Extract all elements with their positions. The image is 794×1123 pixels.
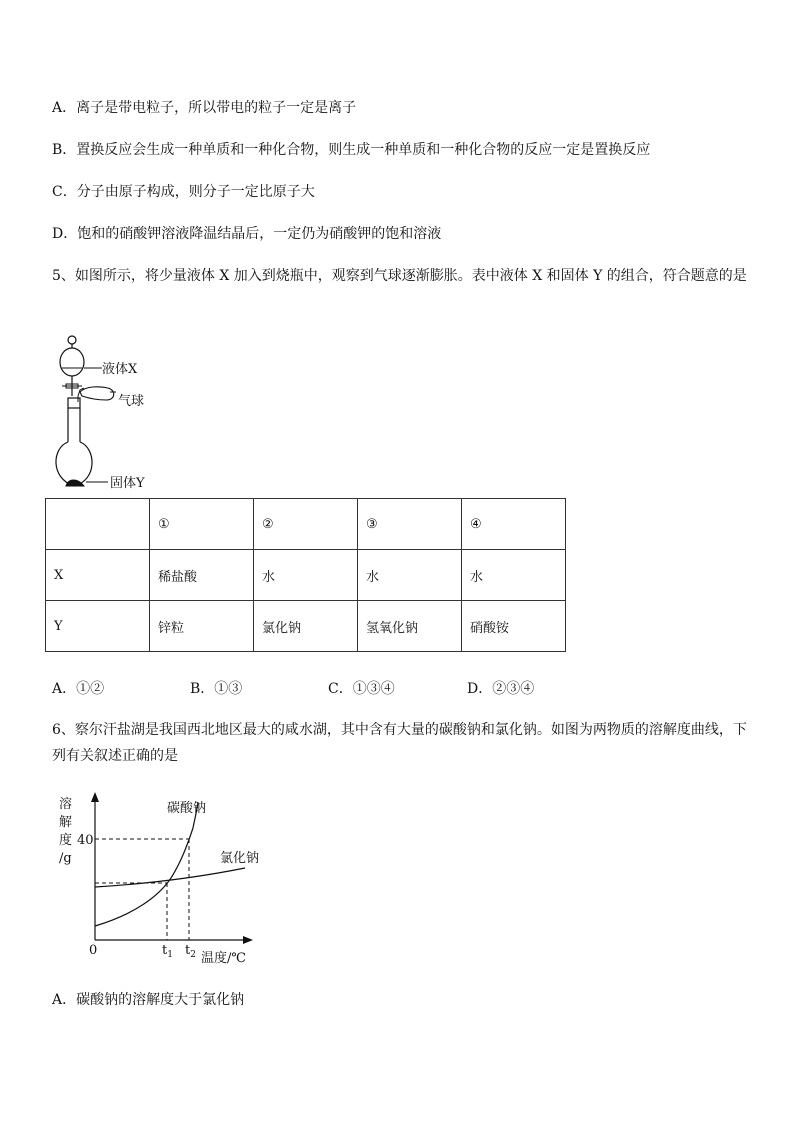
- q4-option-c: C．分子由原子构成，则分子一定比原子大: [52, 184, 315, 200]
- table-cell: 硝酸铵: [462, 601, 566, 652]
- t2-label: $t_2$: [185, 943, 196, 960]
- table-cell: [46, 499, 150, 550]
- q4-option-d: D．饱和的硝酸钾溶液降温结晶后，一定仍为硝酸钾的饱和溶液: [52, 226, 442, 242]
- y-axis-label-char: 解: [59, 815, 73, 830]
- table-cell: 水: [462, 550, 566, 601]
- table-cell: ③: [358, 499, 462, 550]
- y-axis-label-char: 度: [59, 833, 73, 848]
- table-cell: 锌粒: [150, 601, 254, 652]
- solubility-curve-graph: [55, 790, 265, 970]
- flask-apparatus-diagram: [50, 330, 170, 500]
- x-axis-label: 温度/℃: [201, 951, 246, 966]
- table-cell: 水: [254, 550, 358, 601]
- y-tick-label: 40: [77, 833, 94, 848]
- table-cell: 氯化钠: [254, 601, 358, 652]
- q5-option-d: D．②③④: [467, 681, 535, 697]
- table-cell: 水: [358, 550, 462, 601]
- q5-option-b: B．①③: [190, 681, 243, 697]
- liquid-x-label: 液体X: [102, 362, 138, 377]
- balloon-label: 气球: [118, 394, 145, 409]
- y-axis-label-char: 溶: [59, 797, 73, 812]
- table-cell: 稀盐酸: [150, 550, 254, 601]
- table-header-row: [46, 499, 566, 550]
- q4-option-a: A．离子是带电粒子，所以带电的粒子一定是离子: [52, 100, 357, 116]
- q5-option-c: C．①③④: [328, 681, 395, 697]
- t1-label: $t_1$: [162, 943, 173, 960]
- sodium-carbonate-curve: [95, 802, 198, 926]
- table-cell: ①: [150, 499, 254, 550]
- q6-question-text: 6、察尔汗盐湖是我国西北地区最大的咸水湖，其中含有大量的碳酸钠和氯化钠。如图为两物质的溶解度曲线，下列有关叙述正确的是: [52, 722, 747, 764]
- table-cell: ④: [462, 499, 566, 550]
- sodium-chloride-curve: [95, 868, 245, 887]
- table-cell: ②: [254, 499, 358, 550]
- sodium-chloride-label: 氯化钠: [220, 851, 260, 866]
- sodium-carbonate-label: 碳酸钠: [167, 801, 207, 816]
- y-axis-label-char: /g: [59, 851, 72, 866]
- table-row-x: [46, 550, 566, 601]
- q4-option-b: B．置换反应会生成一种单质和一种化合物，则生成一种单质和一种化合物的反应一定是置换反应: [52, 142, 651, 158]
- q5-option-a: A．①②: [52, 681, 105, 697]
- q5-question-text: 5、如图所示，将少量液体 X 加入到烧瓶中，观察到气球逐渐膨胀。表中液体 X 和固体 Y 的组合，符合题意的是: [52, 268, 747, 284]
- origin-label: 0: [89, 943, 98, 958]
- table-row-y: [46, 601, 566, 652]
- table-cell: X: [46, 550, 150, 601]
- table-cell: Y: [46, 601, 150, 652]
- table-cell: 氢氧化钠: [358, 601, 462, 652]
- q6-option-a: A．碳酸钠的溶解度大于氯化钠: [52, 992, 245, 1008]
- solid-y-label: 固体Y: [110, 476, 145, 491]
- q5-combination-table: [45, 498, 566, 652]
